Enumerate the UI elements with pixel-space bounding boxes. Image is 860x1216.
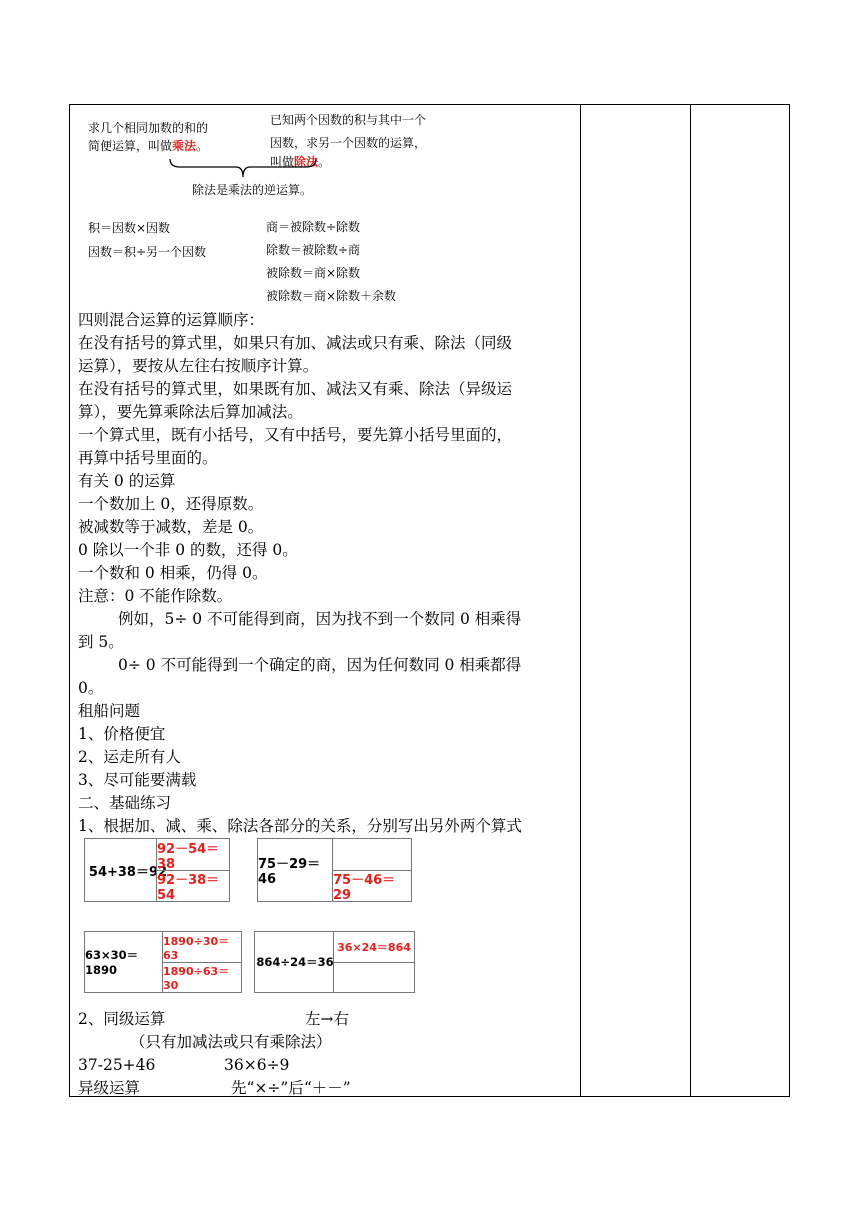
given-equation: 63×30＝1890 bbox=[85, 948, 139, 977]
equation-box bbox=[254, 931, 415, 993]
answer-bottom: 1890÷63＝30 bbox=[163, 964, 230, 992]
diff-level-rule: 先“×÷”后“＋－” bbox=[231, 1079, 351, 1097]
text-line: 算），要先算乘除法后算加减法。 bbox=[78, 403, 303, 421]
answer-bottom: 92－38＝54 bbox=[157, 872, 220, 903]
example-line: 到 5。 bbox=[78, 633, 124, 651]
lesson-table bbox=[69, 104, 790, 1097]
definition-image bbox=[70, 105, 580, 305]
text-line: 有关 0 的运算 bbox=[78, 472, 176, 490]
same-level-rule: 左→右 bbox=[305, 1010, 349, 1028]
example-expression-2: 36×6÷9 bbox=[224, 1056, 290, 1074]
div-term: 除法 bbox=[294, 155, 319, 169]
text-line: 2、运走所有人 bbox=[78, 748, 181, 766]
example-line: 0。 bbox=[78, 679, 104, 697]
text-line: 运算），要按从左往右按顺序计算。 bbox=[78, 357, 319, 375]
text-line: 1、价格便宜 bbox=[78, 725, 166, 743]
mult-term: 乘法 bbox=[172, 139, 197, 153]
formula-product: 积＝因数×因数 bbox=[88, 221, 171, 235]
rules-text bbox=[78, 309, 578, 838]
text-line: 被减数等于减数，差是 0。 bbox=[78, 518, 264, 536]
mult-def-line2: 简便运算，叫做乘法。 bbox=[88, 139, 209, 153]
inverse-note: 除法是乘法的逆运算。 bbox=[192, 183, 313, 197]
answer-top: 92－54＝38 bbox=[157, 839, 229, 871]
equation-box bbox=[84, 838, 230, 902]
given-equation: 864÷24＝36 bbox=[256, 955, 334, 969]
text-line: 一个数加上 0，还得原数。 bbox=[78, 495, 264, 513]
column-divider-1 bbox=[580, 105, 581, 1096]
text-line: 一个数和 0 相乘，仍得 0。 bbox=[78, 564, 268, 582]
text-line: 3、尽可能要满载 bbox=[78, 771, 197, 789]
div-def-line3: 叫做除法。 bbox=[270, 155, 331, 169]
text-line: 四则混合运算的运算顺序： bbox=[78, 311, 265, 329]
text-line: 注意：0 不能作除数。 bbox=[78, 587, 233, 605]
text-line: 二、基础练习 bbox=[78, 794, 172, 812]
formula-dividend-remainder: 被除数＝商×除数＋余数 bbox=[266, 289, 397, 303]
text-line: 在没有括号的算式里，如果既有加、减法又有乘、除法（异级运 bbox=[78, 380, 513, 398]
answer-bottom bbox=[334, 962, 414, 992]
formula-divisor: 除数＝被除数÷商 bbox=[266, 243, 361, 257]
answer-top: 1890÷30＝63 bbox=[163, 932, 241, 963]
answer-bottom: 75－46＝29 bbox=[333, 872, 396, 903]
div-def-line1: 已知两个因数的积与其中一个 bbox=[270, 113, 427, 127]
mult-def-line1: 求几个相同加数的和的 bbox=[88, 121, 209, 135]
formula-dividend: 被除数＝商×除数 bbox=[266, 266, 361, 280]
equation-box bbox=[257, 838, 412, 902]
text-line: 0 除以一个非 0 的数，还得 0。 bbox=[78, 541, 298, 559]
answer-top: 36×24＝864 bbox=[334, 932, 414, 963]
formula-quotient: 商＝被除数÷除数 bbox=[266, 220, 361, 234]
text-line: 一个算式里，既有小括号，又有中括号，要先算小括号里面的， bbox=[78, 426, 513, 444]
text-line: 再算中括号里面的。 bbox=[78, 449, 218, 467]
div-def-line2: 因数，求另一个因数的运算， bbox=[270, 136, 427, 150]
formula-factor: 因数＝积÷另一个因数 bbox=[88, 245, 207, 259]
bottom-text bbox=[78, 1008, 578, 1098]
answer-top bbox=[333, 839, 411, 871]
example-expression-1: 37-25+46 bbox=[78, 1056, 156, 1074]
equation-box bbox=[84, 931, 242, 993]
same-level-note: （只有加减法或只有乘除法） bbox=[130, 1033, 332, 1051]
example-line: 例如，5÷ 0 不可能得到商，因为找不到一个数同 0 相乘得 bbox=[118, 610, 522, 628]
example-line: 0÷ 0 不可能得到一个确定的商，因为任何数同 0 相乘都得 bbox=[118, 656, 522, 674]
text-line: 租船问题 bbox=[78, 702, 141, 720]
same-level-label: 2、同级运算 bbox=[78, 1010, 166, 1028]
text-line: 在没有括号的算式里，如果只有加、减法或只有乘、除法（同级 bbox=[78, 334, 513, 352]
given-equation: 75－29＝46 bbox=[258, 857, 321, 887]
text-line: 1、根据加、减、乘、除法各部分的关系，分别写出另外两个算式 bbox=[78, 817, 522, 835]
diff-level-label: 异级运算 bbox=[78, 1079, 141, 1097]
column-divider-2 bbox=[690, 105, 691, 1096]
given-equation: 54+38＝92 bbox=[88, 864, 168, 880]
